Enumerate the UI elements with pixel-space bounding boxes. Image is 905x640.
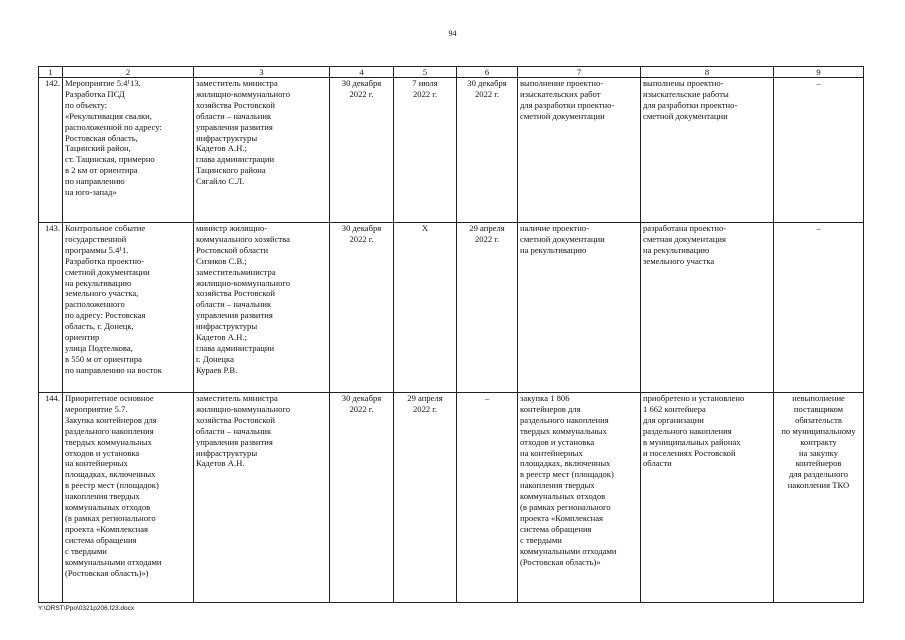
actual-result-cell: приобретено и установлено 1 662 контейнера для организации раздельного накопления в муниципальных районах и поселениях Ростовской области [641,393,774,603]
reasons-cell: – [774,78,864,223]
responsible-cell: заместитель министра жилищно-коммунального хозяйства Ростовской области – начальник управления развития инфраструктуры Кадетов А.Н.; глава администрации Тацинского района Сягайло С.Л. [194,78,330,223]
column-number: 4 [330,67,394,78]
reasons-cell: невыполнение поставщиком обязательств по муниципальному контракту на закупку контейнеров для раздельного накопления ТКО [774,393,864,603]
actual-end-cell: 29 апреля 2022 г. [457,223,518,393]
column-number: 8 [641,67,774,78]
file-path-footer: Y:\ORST\Ppo\0321p206.f23.docx [38,605,135,612]
plan-date-cell: 30 декабря 2022 г. [330,393,394,603]
actual-start-cell: 7 июля 2022 г. [394,78,457,223]
responsible-cell: заместитель министра жилищно-коммунального хозяйства Ростовской области – начальник управления развития инфраструктуры Кадетов А.Н. [194,393,330,603]
table-row [39,393,864,603]
actual-result-cell: выполнены проектно- изыскательские работы для разработки проектно- сметной документации [641,78,774,223]
page-number: 94 [448,29,457,38]
measure-cell: Контрольное событие государственной программы 5.4¹1. Разработка проектно- сметной документации на рекультивацию земельного участка, расположенного по адресу: Ростовская область, г. Донецк, ориентир улица Подтелкова, в 550 м от ориентира по направлению на восток [63,223,194,393]
column-number: 2 [63,67,194,78]
table-row [39,223,864,393]
column-number-row [39,67,864,78]
plan-result-cell: закупка 1 806 контейнеров для раздельного накопления твердых коммунальных отходов и установка на контейнерных площадках, включенных в реестр мест (площадок) накопления твердых коммунальных отходов (в рамках регионального проекта «Комплексная система обращения с твердыми коммунальными отходами (Ростовская область)» [518,393,641,603]
actual-start-cell: Х [394,223,457,393]
actual-result-cell: разработана проектно- сметная документация на рекультивацию земельного участка [641,223,774,393]
row-number: 143. [39,223,63,393]
responsible-cell: министр жилищно- коммунального хозяйства Ростовской области Сизиков С.В.; заместительминистра жилищно-коммунального хозяйства Ростовской области – начальник управления развития инфраструктуры Кадетов А.Н.; глава администрации г. Донецка Кураев Р.В. [194,223,330,393]
column-number: 1 [39,67,63,78]
column-number: 9 [774,67,864,78]
column-number: 5 [394,67,457,78]
actual-end-cell: – [457,393,518,603]
row-number: 144. [39,393,63,603]
column-number: 6 [457,67,518,78]
plan-date-cell: 30 декабря 2022 г. [330,223,394,393]
actual-start-cell: 29 апреля 2022 г. [394,393,457,603]
actual-end-cell: 30 декабря 2022 г. [457,78,518,223]
measure-cell: Мероприятие 5.4¹13. Разработка ПСД по объекту: «Рекультивация свалки, расположенной по адресу: Ростовская область, Тацинский район, ст. Тацинская, примерно в 2 км от ориентира по направлению на юго-запад» [63,78,194,223]
table-row [39,78,864,223]
plan-date-cell: 30 декабря 2022 г. [330,78,394,223]
reasons-cell: – [774,223,864,393]
row-number: 142. [39,78,63,223]
report-table [38,66,864,603]
plan-result-cell: выполнение проектно- изыскательских работ для разработки проектно- сметной документации [518,78,641,223]
column-number: 7 [518,67,641,78]
measure-cell: Приоритетное основное мероприятие 5.7. Закупка контейнеров для раздельного накопления твердых коммунальных отходов и установка на контейнерных площадках, включенных в реестр мест (площадок) накопления твердых коммунальных отходов (в рамках регионального проекта «Комплексная система обращения с твердыми коммунальными отходами (Ростовская область)») [63,393,194,603]
plan-result-cell: наличие проектно- сметной документации на рекультивацию [518,223,641,393]
column-number: 3 [194,67,330,78]
